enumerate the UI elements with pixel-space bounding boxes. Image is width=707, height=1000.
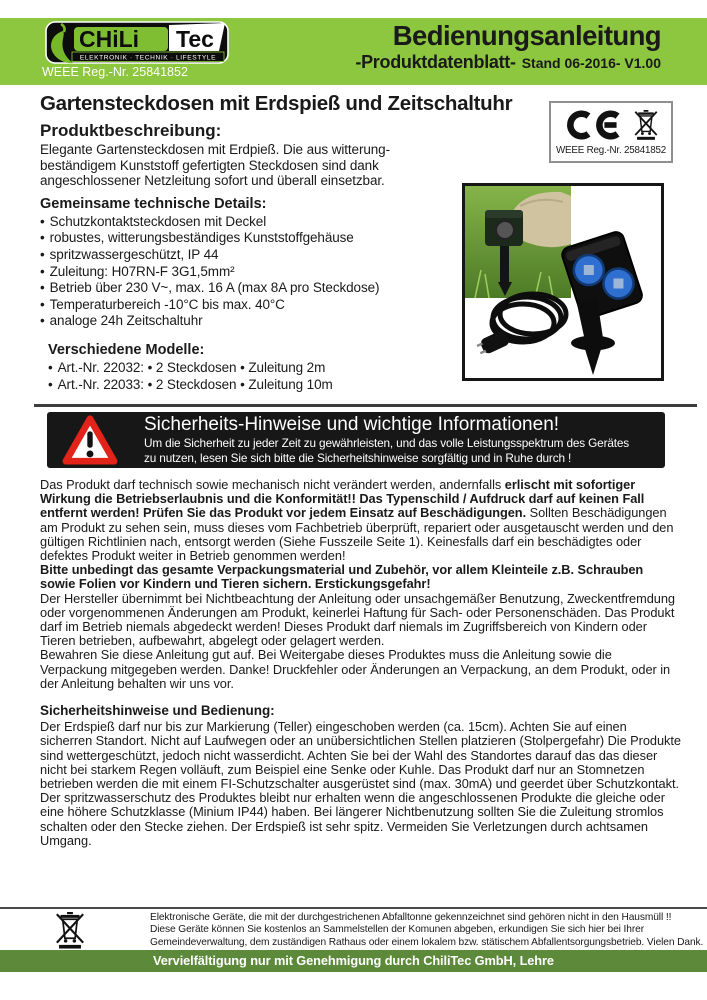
list-item-text: Art.-Nr. 22032: • 2 Steckdosen • Zuleitung 2m [57, 359, 326, 375]
models-heading: Verschiedene Modelle: [48, 341, 205, 358]
usage-subheading: Sicherheitshinweise und Bedienung: [40, 703, 275, 719]
details-heading: Gemeinsame technische Details: [40, 195, 267, 212]
ce-box-weee-number: WEEE Reg.-Nr. 25841852 [556, 145, 666, 156]
datasheet-label: -Produktdatenblatt- [355, 52, 516, 72]
logo-text-chili: CHiLi [79, 26, 140, 52]
product-photo [465, 186, 661, 378]
bullet-icon: • [40, 213, 45, 229]
text-segment: Bewahren Sie diese Anleitung gut auf. Bei Weitergabe dieses Produktes muss die Anleitung sowie die Verpackung mitgegeben werden. Danke! Druckfehler oder Änderungen an Verpackung, an dem Produkt, oder in der Anleitung behalten wir uns vor. [40, 647, 671, 691]
safety-paragraph [40, 563, 681, 591]
detail-item [40, 214, 462, 231]
product-info-column [40, 121, 462, 393]
detail-item [40, 230, 462, 247]
manual-title: Bedienungsanleitung [392, 20, 661, 51]
usage-paragraph: Der Erdspieß darf nur bis zur Markierung (Teller) eingeschoben werden (ca. 15cm). Achten Sie auf einen sicherren Standort. Nicht auf Laufwegen oder an unübersichtlichen Stellen platzieren (Stolpergefahr) Die Produkte sind wettergeschützt, jedoch nicht wasserdicht. Achten Sie bei der Wahl des Standortes darauf das das dieser nicht bei starkem Regen volläuft, zum Beispiel eine Senke oder Kuhle. Das Produkt darf nur an Stomnetzen betrieben werden die mit einem FI-Schutzschalter ausgerüstet sind (max. 30mA) und geerdet über Schutzkontakt. Der spritzwasserschutz des Produktes bleibt nur erhalten wenn die angeschlossenen Produkte die gleiche oder eine höhere Schutzklasse (Minium IP44) haben. Bei längerer Nichtbenutzung sollten Sie die Zuleitung stromlos schalten oder den Stecke ziehen. Der Erdspieß ist sehr spitz. Vermeiden Sie Verletzungen durch achtsamen Umgang. [40, 719, 681, 848]
list-item-text: Zuleitung: H07RN-F 3G1,5mm² [49, 263, 235, 279]
list-item-text: robustes, witterungsbeständiges Kunststoffgehäuse [49, 230, 354, 246]
list-item-text: analoge 24h Zeitschaltuhr [49, 313, 203, 329]
bullet-icon: • [40, 246, 45, 262]
bullet-icon: • [40, 313, 45, 329]
warning-title: Sicherheits-Hinweise und wichtige Informationen! [144, 414, 560, 436]
bullet-icon: • [40, 296, 45, 312]
text-segment: erlischt mit sofortiger Wirkung die Betriebserlaubnis und die Konformität!! Das Typenschild / Aufdruck darf auf keinen Fall entfernt werden! Prüfen Sie das Produkt vor jedem Einsatz auf Beschädigungen. [40, 477, 645, 521]
list-item-text: Art.-Nr. 22033: • 2 Steckdosen • Zuleitung 10m [57, 376, 333, 392]
version-label: Stand 06-2016- V1.00 [521, 55, 661, 71]
section-divider [34, 404, 697, 407]
weee-bin-icon [634, 110, 658, 141]
detail-item [40, 264, 462, 281]
detail-item [40, 247, 462, 264]
logo-text-tec: Tec [176, 26, 214, 52]
inset-garden-photo [465, 186, 571, 298]
list-item-text: Temperaturbereich -10°C bis max. 40°C [49, 296, 285, 312]
bullet-icon: • [40, 230, 45, 246]
footer-weee-bin-icon [52, 912, 88, 950]
model-item [48, 360, 462, 377]
warning-triangle-icon [60, 414, 120, 466]
chilitec-logo-icon [38, 21, 230, 65]
safety-paragraph [40, 592, 681, 649]
warning-line-2: zu nutzen, lesen Sie sich bitte die Sicherheitshinweise sorgfältig und in Ruhe durch ! [144, 451, 572, 465]
bullet-icon: • [40, 280, 45, 296]
warning-line-1: Um die Sicherheit zu jeder Zeit zu gewährleisten, und das volle Leistungsspektrum des Gerätes [144, 436, 630, 451]
detail-item [40, 280, 462, 297]
safety-paragraph [40, 478, 681, 563]
safety-text-block [40, 478, 681, 848]
warning-text-block [144, 414, 629, 465]
chilitec-logo [38, 21, 230, 65]
disposal-line [150, 924, 703, 936]
text-segment: Das Produkt darf technisch sowie mechanisch nicht verändert werden, andernfalls [40, 477, 505, 492]
list-item-text: Betrieb über 230 V~, max. 16 A (max 8A pro Steckdose) [49, 280, 380, 296]
description-heading: Produktbeschreibung: [40, 121, 222, 140]
product-description: Elegante Gartensteckdosen mit Erdpieß. Die aus witterung-beständigem Kunststoff gefertigten Steckdosen sind dank angeschlossener Netzleitung sofort und überall einsetzbar. [40, 142, 390, 189]
product-photo-frame [462, 183, 664, 381]
ce-weee-icons [551, 105, 671, 145]
manual-subtitle-row [355, 52, 661, 73]
safety-paragraph [40, 648, 681, 691]
disposal-line [150, 937, 703, 949]
ce-mark-icon [565, 110, 625, 140]
copyright-bar: Vervielfältigung nur mit Genehmigung durch ChiliTec GmbH, Lehre [0, 950, 707, 972]
list-item-text: Elektronische Geräte, die mit der durchgestrichenen Abfalltonne gekennzeichnet sind gehören nicht in den Hausmüll !! [150, 912, 672, 923]
models-list [48, 360, 462, 393]
detail-item [40, 313, 462, 330]
text-segment: Bitte unbedingt das gesamte Verpackungsmaterial und Zubehör, vor allem Kleinteile z.B. Schrauben sowie Folien vor Kindern und Tieren sichern. Erstickungsgefahr! [40, 562, 644, 592]
list-item-text: Gemeindeverwaltung, dem zuständigen Rathaus oder einem lokalem bzw. stätischem Abfallentsorgungsbetrieb. Vielen Dank. [150, 936, 704, 948]
header-band [0, 18, 707, 85]
list-item-text: Diese Geräte können Sie kostenlos an Sammelstellen der Komunen abgeben, erkundigen Sie sich hier bei Ihrer [150, 924, 644, 936]
list-item-text: Schutzkontaktsteckdosen mit Deckel [49, 213, 267, 229]
safety-paragraphs [40, 478, 681, 691]
details-list [40, 214, 462, 330]
safety-warning-banner [47, 412, 665, 468]
disposal-line [150, 912, 703, 924]
detail-item [40, 297, 462, 314]
header-titles [355, 21, 661, 73]
text-segment: Sollten Beschädigungen am Produkt zu sehen sein, muss dieses vom Fachbetrieb überprüft, repariert oder ausgetauscht werden und den gültigen Richtlinien nach, entsorgt werden (Siehe Fusszeile Seite 1). Keinesfalls darf ein beschädigtes oder defektes Produkt weiter in Betrieb genommen werden! [40, 505, 674, 564]
text-segment: Der Hersteller übernimmt bei Nichtbeachtung der Anleitung oder unsachgemäßer Benutzung, Zweckentfremdung oder vorgenommenen Änderungen am Produkt, keinerlei Haftung für Sach- oder Personenschäden. Das Produkt darf im Betrieb niemals abgedeckt werden! Dieses Produkt darf niemals im Zugriffsbereich von Kindern oder Tieren betrieben, aufbewahrt, abgelegt oder gelagert werden. [40, 590, 675, 649]
model-item [48, 377, 462, 394]
list-item-text: spritzwassergeschützt, IP 44 [49, 246, 219, 262]
footer-divider [0, 907, 707, 909]
bullet-icon: • [48, 376, 53, 392]
bullet-icon: • [40, 263, 45, 279]
bullet-icon: • [48, 359, 53, 375]
header-weee-number: WEEE Reg.-Nr. 25841852 [42, 65, 188, 79]
page-title: Gartensteckdosen mit Erdspieß und Zeitschaltuhr [40, 92, 513, 115]
disposal-notice [150, 912, 703, 949]
logo-tagline: ELEKTRONIK · TECHNIK · LIFESTYLE [79, 54, 217, 62]
ce-weee-box [549, 101, 673, 163]
